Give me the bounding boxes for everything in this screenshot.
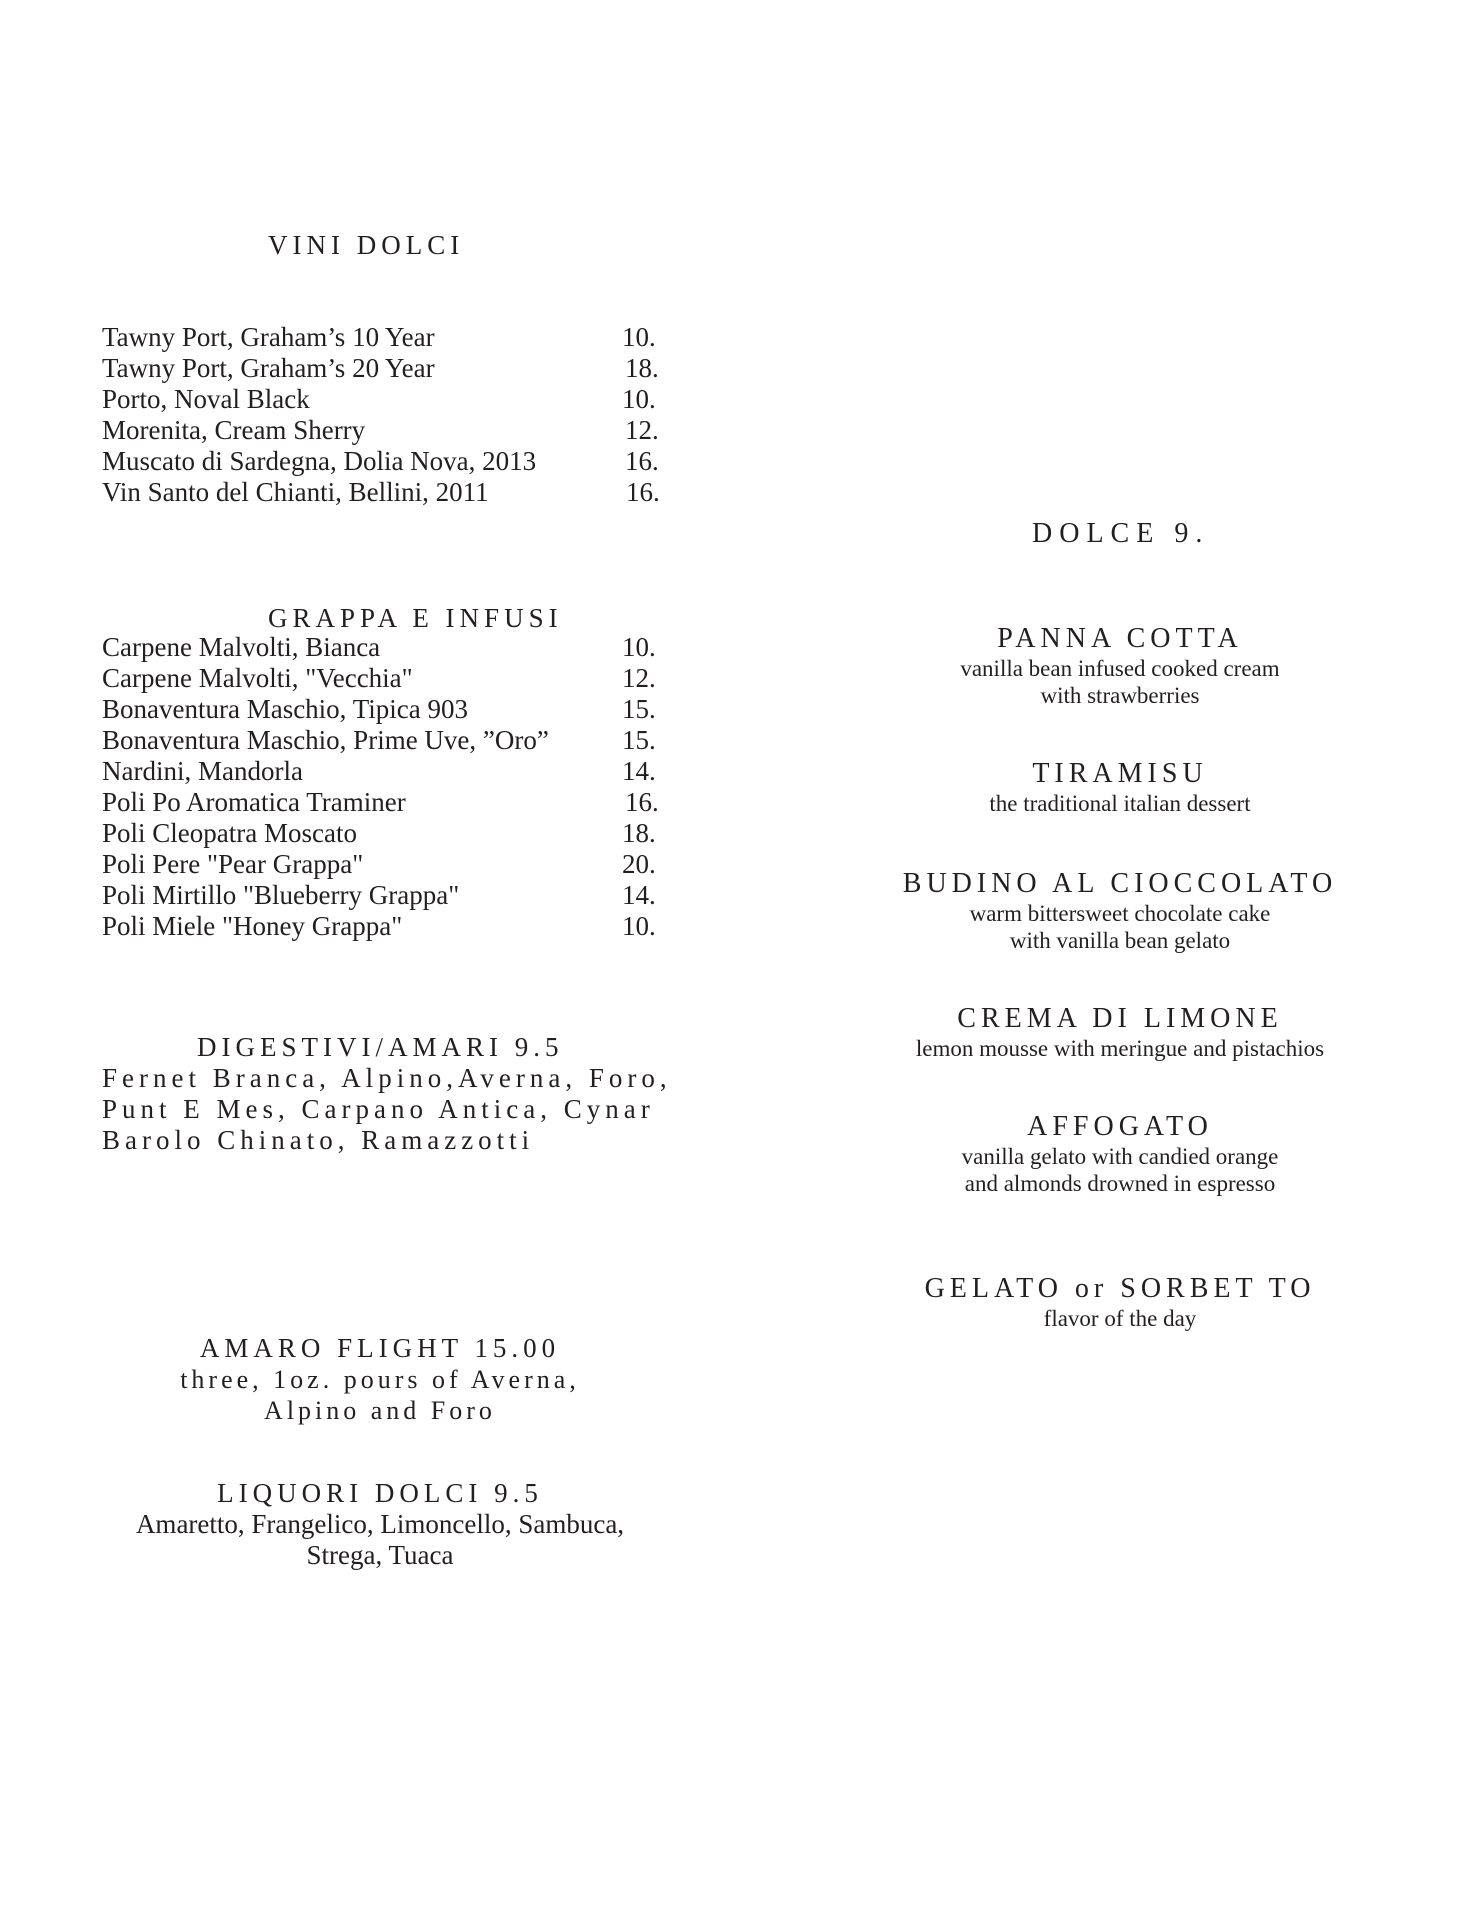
item-name: Carpene Malvolti, Bianca — [102, 632, 381, 662]
dolce-item-tiramisu — [830, 758, 1410, 817]
item-price: 14. — [622, 880, 656, 910]
vini-dolci-heading: VINI DOLCI — [268, 230, 465, 260]
list-item — [102, 353, 662, 384]
list-item — [102, 415, 662, 446]
amaro-flight-block — [100, 1333, 660, 1426]
amaro-flight-heading: AMARO FLIGHT 15.00 — [199, 1333, 561, 1363]
grappa-heading: GRAPPA E INFUSI — [268, 603, 563, 633]
item-name: Morenita, Cream Sherry — [102, 415, 366, 445]
item-price: 14. — [622, 756, 656, 786]
list-item — [102, 694, 662, 725]
item-name: Poli Pere "Pear Grappa" — [102, 849, 364, 879]
item-price: 18. — [625, 353, 659, 383]
list-item — [102, 849, 662, 880]
item-price: 10. — [622, 911, 656, 941]
list-item — [102, 787, 662, 818]
item-name: Nardini, Mandorla — [102, 756, 303, 786]
dolce-item-desc: with strawberries — [1040, 683, 1200, 708]
dolce-item-desc: flavor of the day — [1043, 1306, 1197, 1331]
item-price: 16. — [626, 477, 660, 507]
dolce-item-desc: lemon mousse with meringue and pistachios — [915, 1036, 1325, 1061]
item-name: Porto, Noval Black — [102, 384, 310, 414]
dolce-item-desc: vanilla bean infused cooked cream — [960, 656, 1280, 681]
item-price: 15. — [622, 694, 656, 724]
dolce-item-title: TIRAMISU — [1032, 758, 1208, 789]
digestivi-line: Punt E Mes, Carpano Antica, Cynar — [102, 1094, 655, 1124]
digestivi-heading: DIGESTIVI/AMARI 9.5 — [197, 1032, 564, 1062]
dolce-item-desc: the traditional italian dessert — [989, 791, 1251, 816]
item-name: Muscato di Sardegna, Dolia Nova, 2013 — [102, 446, 537, 476]
grappa-list — [102, 632, 662, 942]
list-item — [102, 322, 662, 353]
item-name: Vin Santo del Chianti, Bellini, 2011 — [102, 477, 489, 507]
item-name: Tawny Port, Graham’s 20 Year — [102, 353, 435, 383]
item-price: 15. — [622, 725, 656, 755]
liquori-heading: LIQUORI DOLCI 9.5 — [217, 1478, 543, 1508]
item-price: 18. — [622, 818, 656, 848]
list-item — [102, 880, 662, 911]
dolce-item-desc: vanilla gelato with candied orange — [961, 1144, 1279, 1169]
digestivi-line: Barolo Chinato, Ramazzotti — [102, 1125, 535, 1155]
liquori-block — [100, 1478, 660, 1571]
dolce-item-title: CREMA DI LIMONE — [957, 1003, 1283, 1034]
item-price: 10. — [622, 384, 656, 414]
dolce-item-desc: with vanilla bean gelato — [1009, 928, 1231, 953]
amaro-flight-line: three, 1oz. pours of Averna, — [180, 1365, 580, 1394]
item-name: Bonaventura Maschio, Prime Uve, ”Oro” — [102, 725, 549, 755]
liquori-line: Strega, Tuaca — [306, 1540, 454, 1570]
item-name: Poli Miele "Honey Grappa" — [102, 911, 403, 941]
item-name: Bonaventura Maschio, Tipica 903 — [102, 694, 468, 724]
list-item — [102, 818, 662, 849]
dolce-item-affogato — [830, 1111, 1410, 1197]
item-name: Carpene Malvolti, "Vecchia" — [102, 663, 413, 693]
list-item — [102, 632, 662, 663]
item-price: 12. — [625, 415, 659, 445]
item-name: Tawny Port, Graham’s 10 Year — [102, 322, 435, 352]
list-item — [102, 384, 662, 415]
dolce-item-budino — [830, 868, 1410, 954]
item-name: Poli Po Aromatica Traminer — [102, 787, 406, 817]
amaro-flight-line: Alpino and Foro — [264, 1396, 496, 1425]
list-item — [102, 477, 662, 508]
list-item — [102, 756, 662, 787]
dolce-item-title: GELATO or SORBET TO — [924, 1273, 1316, 1304]
dolce-heading: DOLCE 9. — [1032, 518, 1210, 549]
dolce-item-title: BUDINO AL CIOCCOLATO — [902, 868, 1338, 899]
list-item — [102, 446, 662, 477]
item-price: 10. — [622, 322, 656, 352]
vini-dolci-list — [102, 322, 662, 508]
item-name: Poli Cleopatra Moscato — [102, 818, 357, 848]
list-item — [102, 911, 662, 942]
dolce-item-title: AFFOGATO — [1027, 1111, 1213, 1142]
digestivi-line: Fernet Branca, Alpino,Averna, Foro, — [102, 1063, 672, 1093]
item-price: 16. — [625, 787, 659, 817]
liquori-line: Amaretto, Frangelico, Limoncello, Sambuca, — [135, 1509, 625, 1539]
list-item — [102, 725, 662, 756]
item-name: Poli Mirtillo "Blueberry Grappa" — [102, 880, 460, 910]
dolce-item-panna-cotta — [830, 623, 1410, 709]
dolce-item-crema — [830, 1003, 1410, 1062]
item-price: 16. — [625, 446, 659, 476]
item-price: 10. — [622, 632, 656, 662]
dolce-item-desc: and almonds drowned in espresso — [964, 1171, 1276, 1196]
dolce-item-gelato — [830, 1273, 1410, 1332]
item-price: 20. — [622, 849, 656, 879]
dolce-item-desc: warm bittersweet chocolate cake — [969, 901, 1271, 926]
dolce-item-title: PANNA COTTA — [997, 623, 1243, 654]
item-price: 12. — [622, 663, 656, 693]
list-item — [102, 663, 662, 694]
